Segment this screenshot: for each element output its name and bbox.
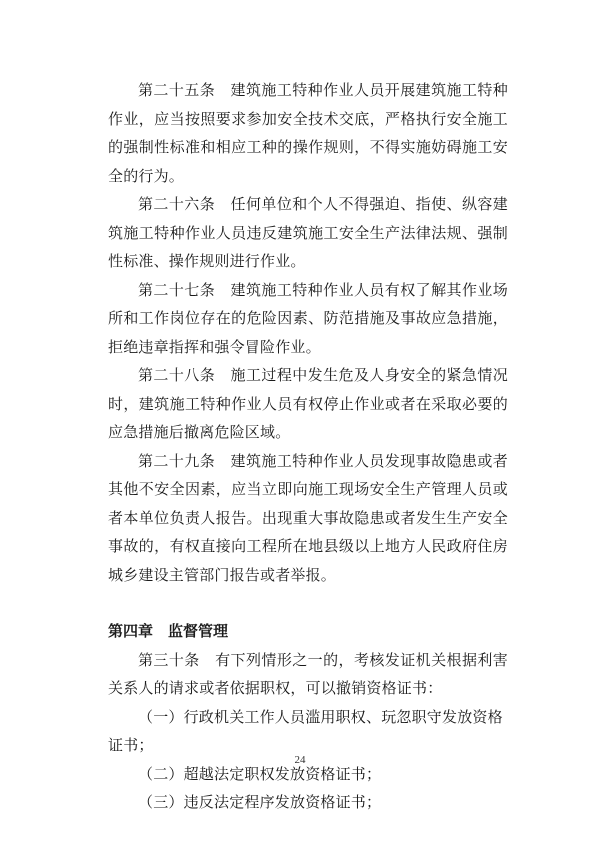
page-body [108, 76, 508, 817]
article-27: 第二十七条 建筑施工特种作业人员有权了解其作业场所和工作岗位存在的危险因素、防范措施及事故应急措施，拒绝违章指挥和强令冒险作业。 [108, 280, 508, 356]
page-number: 24 [294, 754, 306, 766]
chapter-heading: 第四章 监督管理 [108, 622, 229, 640]
article-29: 第二十九条 建筑施工特种作业人员发现事故隐患或者其他不安全因素，应当立即向施工现场安全生产管理人员或者本单位负责人报告。出现重大事故隐患或者发生生产安全事故的，有权直接向工程所在地县级以上地方人民政府住房城乡建设主管部门报告或者举报。 [108, 451, 508, 584]
article-26: 第二十六条 任何单位和个人不得强迫、指使、纵容建筑施工特种作业人员违反建筑施工安全生产法律法规、强制性标准、操作规则进行作业。 [108, 195, 508, 270]
article-30: 第三十条 有下列情形之一的，考核发证机关根据利害关系人的请求或者依据职权，可以撤销资格证书： [108, 650, 508, 697]
article-28: 第二十八条 施工过程中发生危及人身安全的紧急情况时，建筑施工特种作业人员有权停止作业或者在采取必要的应急措施后撤离危险区域。 [108, 366, 508, 441]
article-25: 第二十五条 建筑施工特种作业人员开展建筑施工特种作业，应当按照要求参加安全技术交底，严格执行安全施工的强制性标准和相应工种的操作规则，不得实施妨碍施工安全的行为。 [108, 81, 508, 185]
list-item-1: （一）行政机关工作人员滥用职权、玩忽职守发放资格证书； [108, 707, 503, 754]
list-item-2: （二）超越法定职权发放资格证书； [138, 764, 382, 783]
list-item-3: （三）违反法定程序发放资格证书； [138, 793, 382, 811]
